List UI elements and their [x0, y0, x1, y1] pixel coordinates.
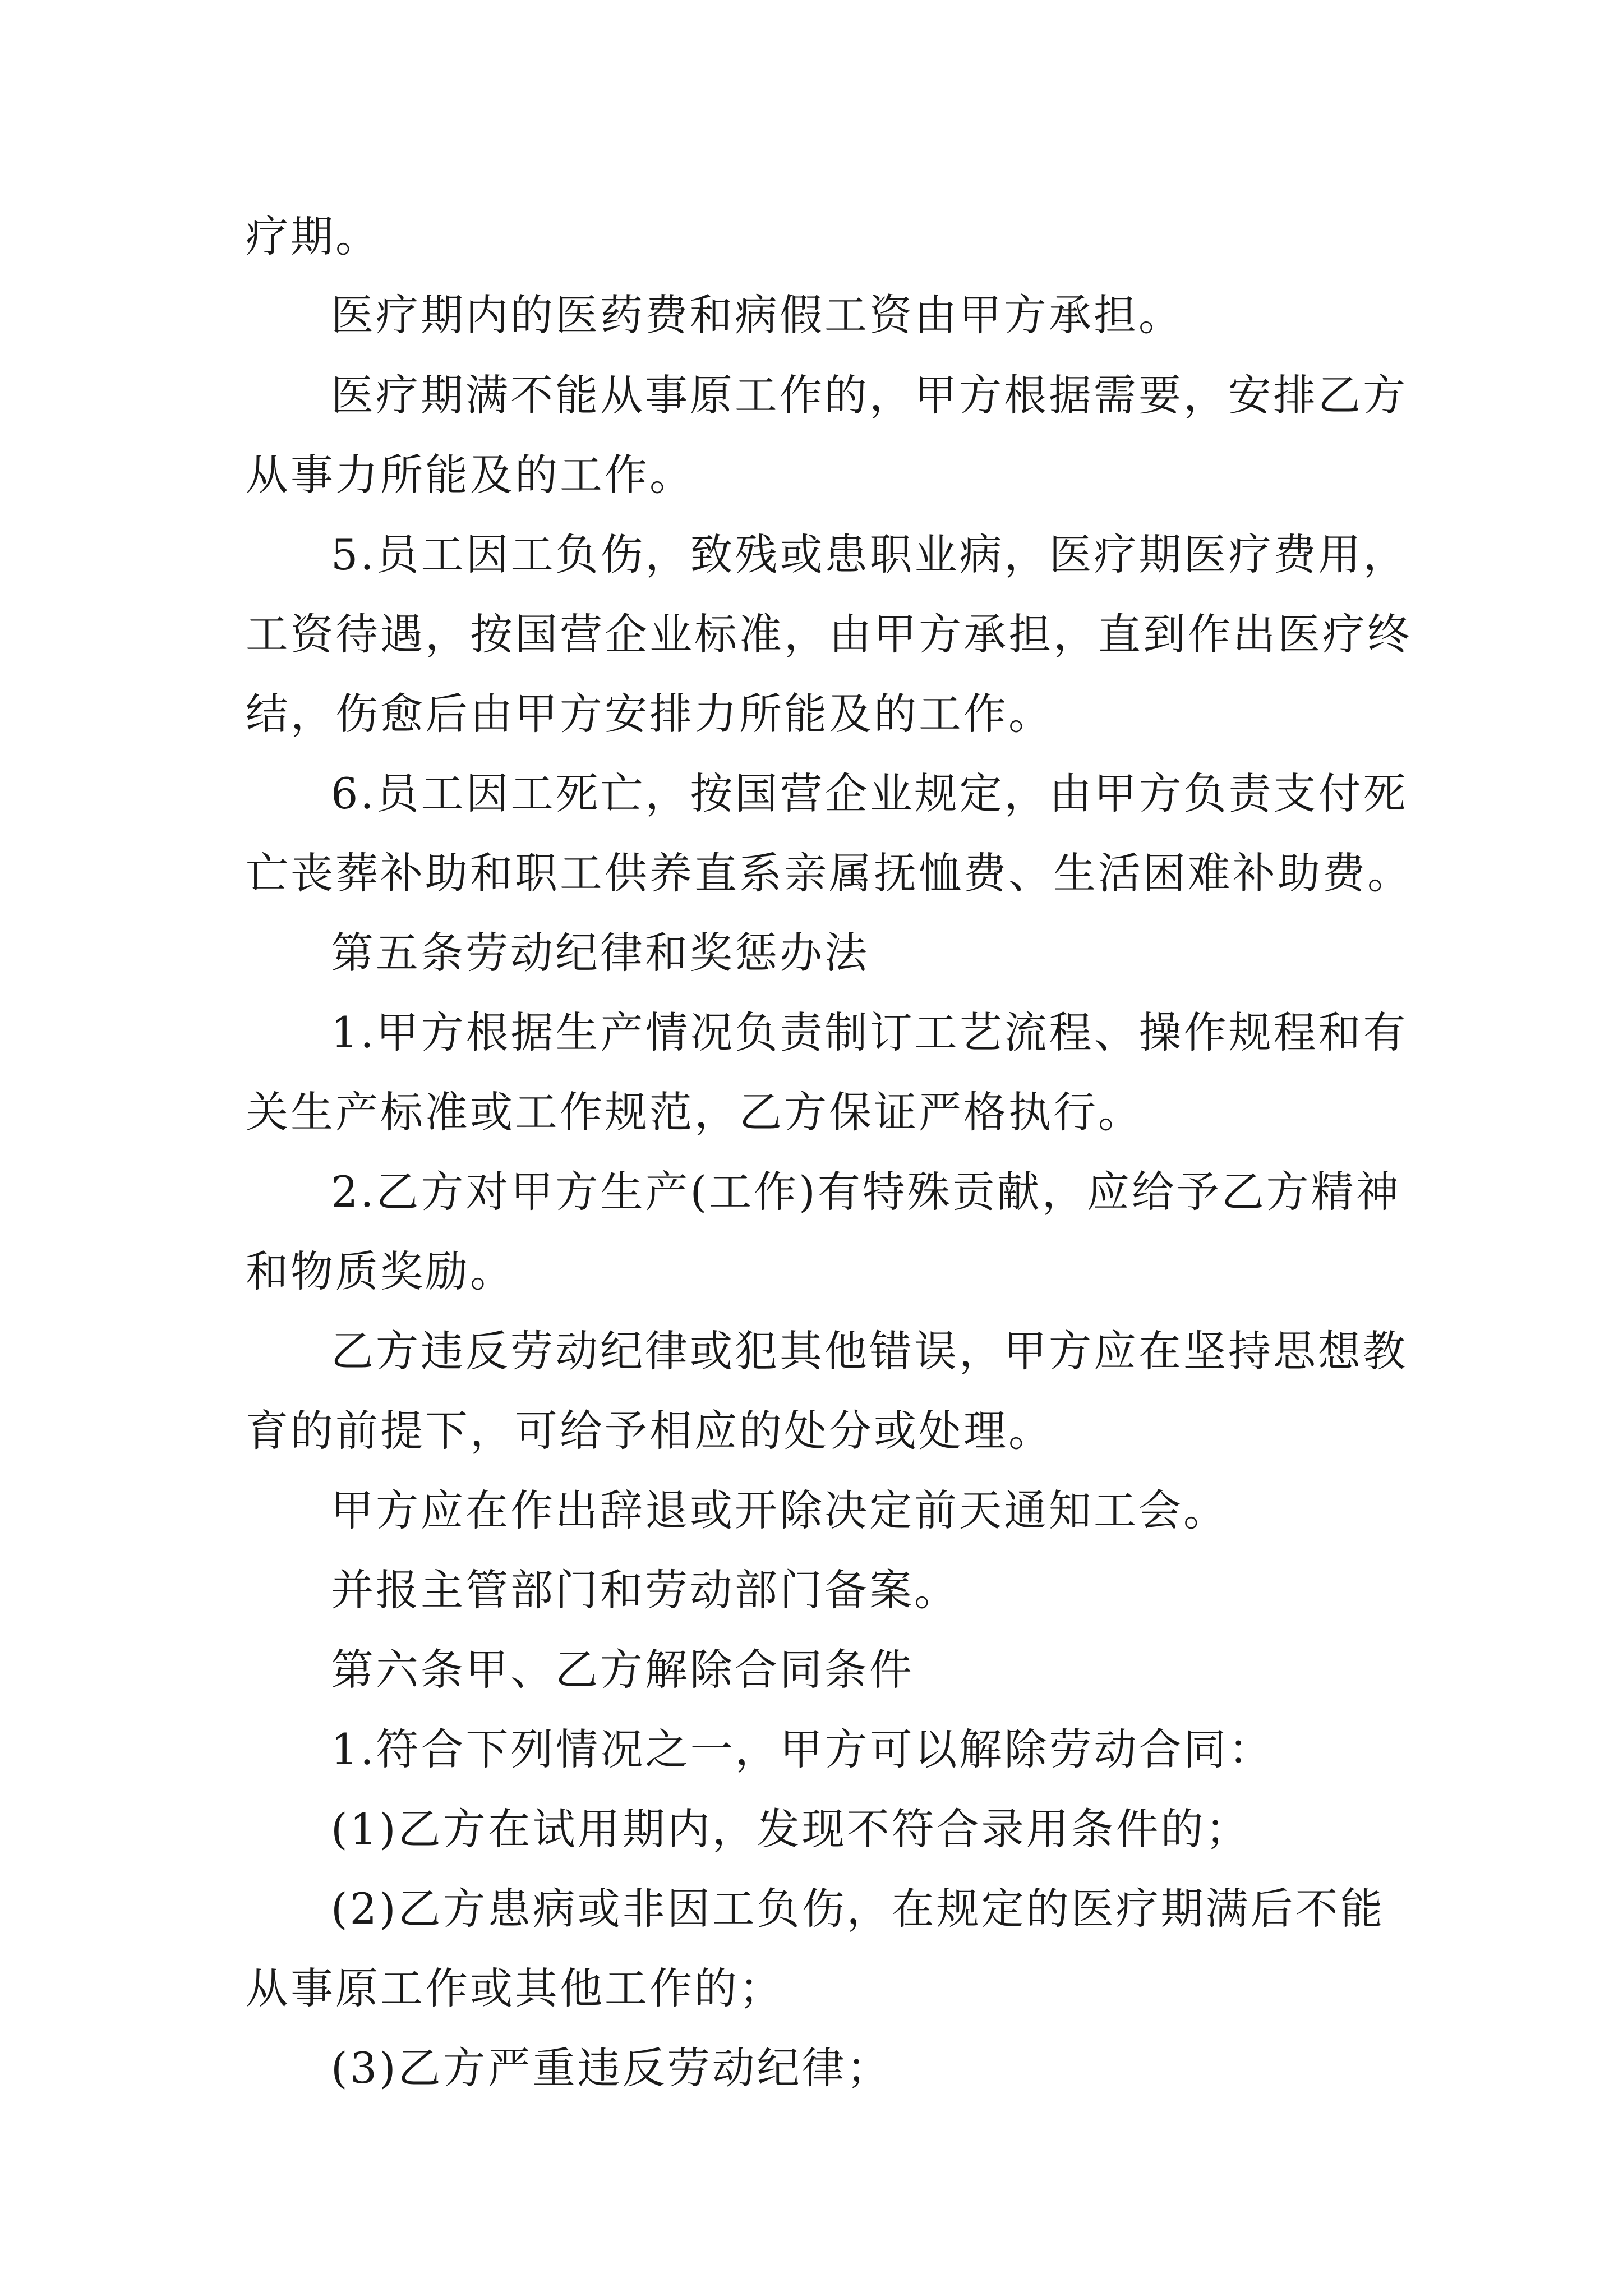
text-line: 结，伤愈后由甲方安排力所能及的工作。 [246, 689, 1053, 739]
text-line: 从事原工作或其他工作的； [246, 1963, 784, 2013]
text-line: 乙方违反劳动纪律或犯其他错误，甲方应在坚持思想教 [331, 1326, 1408, 1376]
text-line: 疗期。 [246, 211, 380, 261]
text-line: (2)乙方患病或非因工负伤，在规定的医疗期满后不能 [331, 1884, 1385, 1934]
text-line: 从事力所能及的工作。 [246, 450, 694, 500]
text-line: 医疗期内的医药费和病假工资由甲方承担。 [331, 290, 1183, 340]
text-line: 甲方应在作出辞退或开除决定前天通知工会。 [331, 1485, 1228, 1535]
text-line: 关生产标准或工作规范，乙方保证严格执行。 [246, 1087, 1143, 1137]
text-line: 育的前提下，可给予相应的处分或处理。 [246, 1406, 1053, 1456]
text-line: 工资待遇，按国营企业标准，由甲方承担，直到作出医疗终 [246, 609, 1412, 659]
text-line: 6.员工因工死亡，按国营企业规定，由甲方负责支付死 [331, 769, 1408, 818]
text-line: 并报主管部门和劳动部门备案。 [331, 1565, 959, 1615]
text-line: 5.员工因工负伤，致残或患职业病，医疗期医疗费用， [331, 530, 1408, 579]
text-line: 亡丧葬补助和职工供养直系亲属抚恤费、生活困难补助费。 [246, 848, 1412, 898]
text-line: (3)乙方严重违反劳动纪律； [331, 2043, 892, 2093]
section-heading: 第五条劳动纪律和奖惩办法 [331, 928, 869, 978]
text-line: 2.乙方对甲方生产(工作)有特殊贡献，应给予乙方精神 [331, 1167, 1401, 1217]
text-line: 医疗期满不能从事原工作的，甲方根据需要，安排乙方 [331, 370, 1408, 420]
text-line: 1.符合下列情况之一，甲方可以解除劳动合同： [331, 1724, 1274, 1774]
text-line: 和物质奖励。 [246, 1246, 515, 1296]
text-line: 1.甲方根据生产情况负责制订工艺流程、操作规程和有 [331, 1007, 1408, 1057]
text-line: (1)乙方在试用期内，发现不符合录用条件的； [331, 1804, 1251, 1854]
section-heading: 第六条甲、乙方解除合同条件 [331, 1645, 914, 1695]
